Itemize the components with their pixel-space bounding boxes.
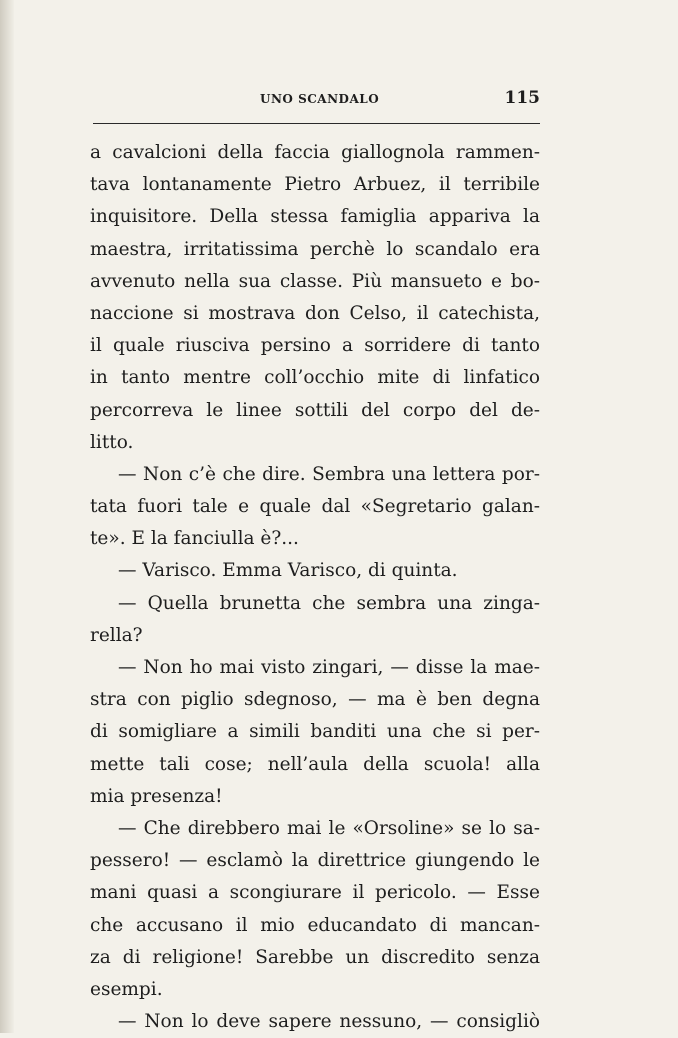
running-title: UNO SCANDALO (260, 92, 380, 106)
text-line: inquisitore. Della stessa famiglia appariva la (90, 206, 540, 228)
text-line: rella? (90, 624, 143, 646)
page-header (90, 88, 540, 114)
text-line: — Non lo deve sapere nessuno, — consigliò (118, 1011, 540, 1033)
text-line: tata fuori tale e quale dal «Segretario galan- (90, 496, 540, 518)
text-line: che accusano il mio educandato di mancan- (90, 914, 540, 936)
binding-edge (0, 0, 14, 1033)
text-line: mette tali cose; nell’aula della scuola! alla (90, 753, 540, 775)
text-line: stra con piglio sdegnoso, — ma è ben degna (90, 689, 540, 711)
text-line: naccione si mostrava don Celso, il catechista, (90, 302, 540, 324)
text-line: — Non c’è che dire. Sembra una lettera por- (118, 463, 540, 485)
header-rule (93, 123, 540, 124)
text-line: — Che direbbero mai le «Orsoline» se lo sa- (118, 817, 540, 839)
text-line: il quale riusciva persino a sorridere di tanto (90, 335, 540, 357)
text-line: avvenuto nella sua classe. Più mansueto e bo- (90, 270, 540, 292)
text-line: mani quasi a scongiurare il pericolo. — Esse (90, 882, 540, 904)
text-line: — Varisco. Emma Varisco, di quinta. (118, 560, 458, 582)
text-line: za di religione! Sarebbe un discredito senza (90, 946, 540, 968)
text-line: — Non ho mai visto zingari, — disse la mae- (118, 657, 540, 678)
text-line: te». E la fanciulla è?... (90, 528, 299, 550)
text-line: esempi. (90, 978, 163, 1000)
text-line: percorreva le linee sottili del corpo del de- (90, 399, 540, 421)
text-line: pessero! — esclamò la direttrice giungendo le (90, 850, 540, 872)
text-line: a cavalcioni della faccia giallognola rammen- (90, 142, 540, 163)
page-number: 115 (504, 88, 540, 108)
text-line: in tanto mentre coll’occhio mite di linfatico (90, 367, 540, 389)
text-line: — Quella brunetta che sembra una zinga- (118, 592, 540, 614)
text-line: di somigliare a simili banditi una che si per- (90, 721, 540, 743)
body-text (90, 137, 540, 1038)
text-line: tava lontanamente Pietro Arbuez, il terribile (90, 174, 540, 196)
text-line: maestra, irritatissima perchè lo scandalo era (90, 238, 540, 260)
text-line: mia presenza! (90, 785, 223, 807)
text-line: litto. (90, 431, 134, 453)
